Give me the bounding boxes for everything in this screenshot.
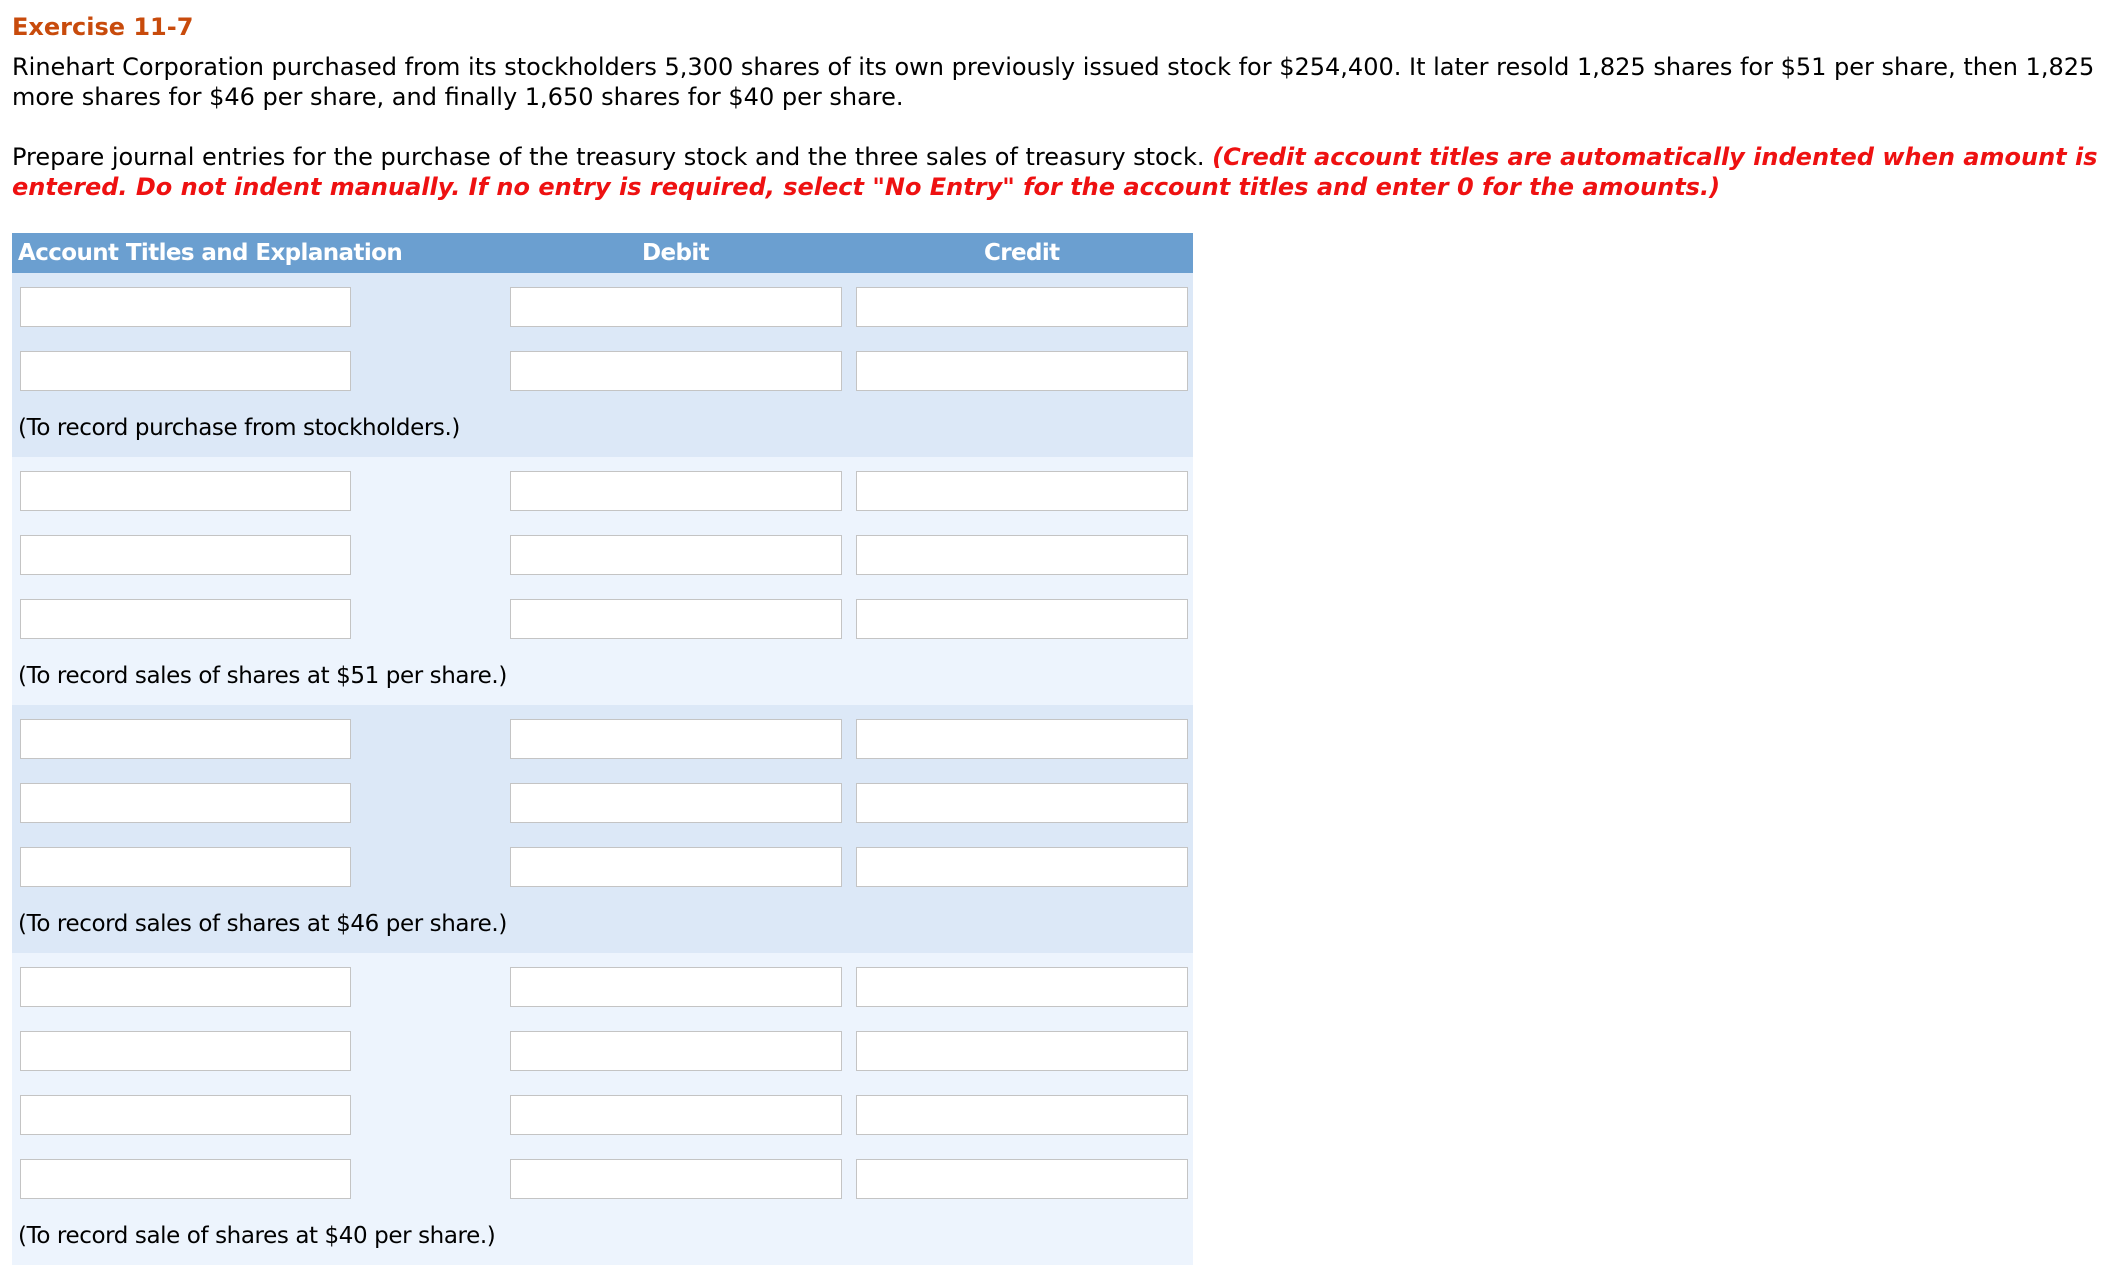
entry-explanation: (To record sale of shares at $40 per share.) <box>18 1223 496 1249</box>
entry-row <box>12 1155 1193 1219</box>
credit-amount-input[interactable] <box>856 1159 1188 1199</box>
instructions <box>12 142 2120 202</box>
entry-row <box>12 715 1193 779</box>
entry-explanation: (To record sales of shares at $51 per share.) <box>18 663 507 689</box>
journal-entry-sale-51 <box>12 457 1193 705</box>
account-title-input[interactable] <box>20 471 351 511</box>
journal-entry-table <box>12 233 1193 1265</box>
credit-amount-input[interactable] <box>856 783 1188 823</box>
header-account-titles: Account Titles and Explanation <box>18 240 403 266</box>
entry-row <box>12 531 1193 595</box>
debit-amount-input[interactable] <box>510 967 842 1007</box>
journal-entry-sale-46 <box>12 705 1193 953</box>
entry-row <box>12 1027 1193 1091</box>
credit-amount-input[interactable] <box>856 351 1188 391</box>
debit-amount-input[interactable] <box>510 1031 842 1071</box>
entry-row <box>12 1091 1193 1155</box>
debit-amount-input[interactable] <box>510 1159 842 1199</box>
credit-amount-input[interactable] <box>856 1031 1188 1071</box>
account-title-input[interactable] <box>20 1159 351 1199</box>
credit-amount-input[interactable] <box>856 719 1188 759</box>
debit-amount-input[interactable] <box>510 1095 842 1135</box>
credit-amount-input[interactable] <box>856 287 1188 327</box>
account-title-input[interactable] <box>20 535 351 575</box>
header-credit: Credit <box>984 240 1060 266</box>
journal-entry-sale-40 <box>12 953 1193 1265</box>
account-title-input[interactable] <box>20 287 351 327</box>
account-title-input[interactable] <box>20 1095 351 1135</box>
account-title-input[interactable] <box>20 599 351 639</box>
entry-row <box>12 595 1193 659</box>
exercise-title: Exercise 11-7 <box>12 13 194 41</box>
debit-amount-input[interactable] <box>510 783 842 823</box>
instruction-text: Prepare journal entries for the purchase of the treasury stock and the three sales of treasury stock. <box>12 143 1205 171</box>
credit-amount-input[interactable] <box>856 599 1188 639</box>
problem-statement: Rinehart Corporation purchased from its stockholders 5,300 shares of its own previously issued stock for $254,400. It later resold 1,825 shares for $51 per share, then 1,825 more shares for $46 per share, and finally 1,650 shares for $40 per share. <box>12 53 2095 111</box>
credit-amount-input[interactable] <box>856 471 1188 511</box>
debit-amount-input[interactable] <box>510 351 842 391</box>
entry-explanation: (To record purchase from stockholders.) <box>18 415 460 441</box>
journal-entry-purchase <box>12 273 1193 457</box>
account-title-input[interactable] <box>20 719 351 759</box>
account-title-input[interactable] <box>20 847 351 887</box>
credit-amount-input[interactable] <box>856 847 1188 887</box>
debit-amount-input[interactable] <box>510 847 842 887</box>
entry-row <box>12 843 1193 907</box>
account-title-input[interactable] <box>20 967 351 1007</box>
credit-amount-input[interactable] <box>856 967 1188 1007</box>
debit-amount-input[interactable] <box>510 535 842 575</box>
account-title-input[interactable] <box>20 1031 351 1071</box>
debit-amount-input[interactable] <box>510 287 842 327</box>
debit-amount-input[interactable] <box>510 471 842 511</box>
entry-explanation: (To record sales of shares at $46 per share.) <box>18 911 507 937</box>
entry-row <box>12 963 1193 1027</box>
account-title-input[interactable] <box>20 351 351 391</box>
account-title-input[interactable] <box>20 783 351 823</box>
table-header <box>12 233 1193 273</box>
entry-row <box>12 347 1193 411</box>
credit-amount-input[interactable] <box>856 535 1188 575</box>
entry-row <box>12 283 1193 347</box>
instruction-note: (Credit account titles are automatically indented when amount is entered. Do not indent manually. If no entry is required, select "No Entry" for the account titles and enter 0 for the amounts.) <box>12 143 2098 201</box>
credit-amount-input[interactable] <box>856 1095 1188 1135</box>
debit-amount-input[interactable] <box>510 599 842 639</box>
header-debit: Debit <box>642 240 710 266</box>
debit-amount-input[interactable] <box>510 719 842 759</box>
entry-row <box>12 467 1193 531</box>
entry-row <box>12 779 1193 843</box>
